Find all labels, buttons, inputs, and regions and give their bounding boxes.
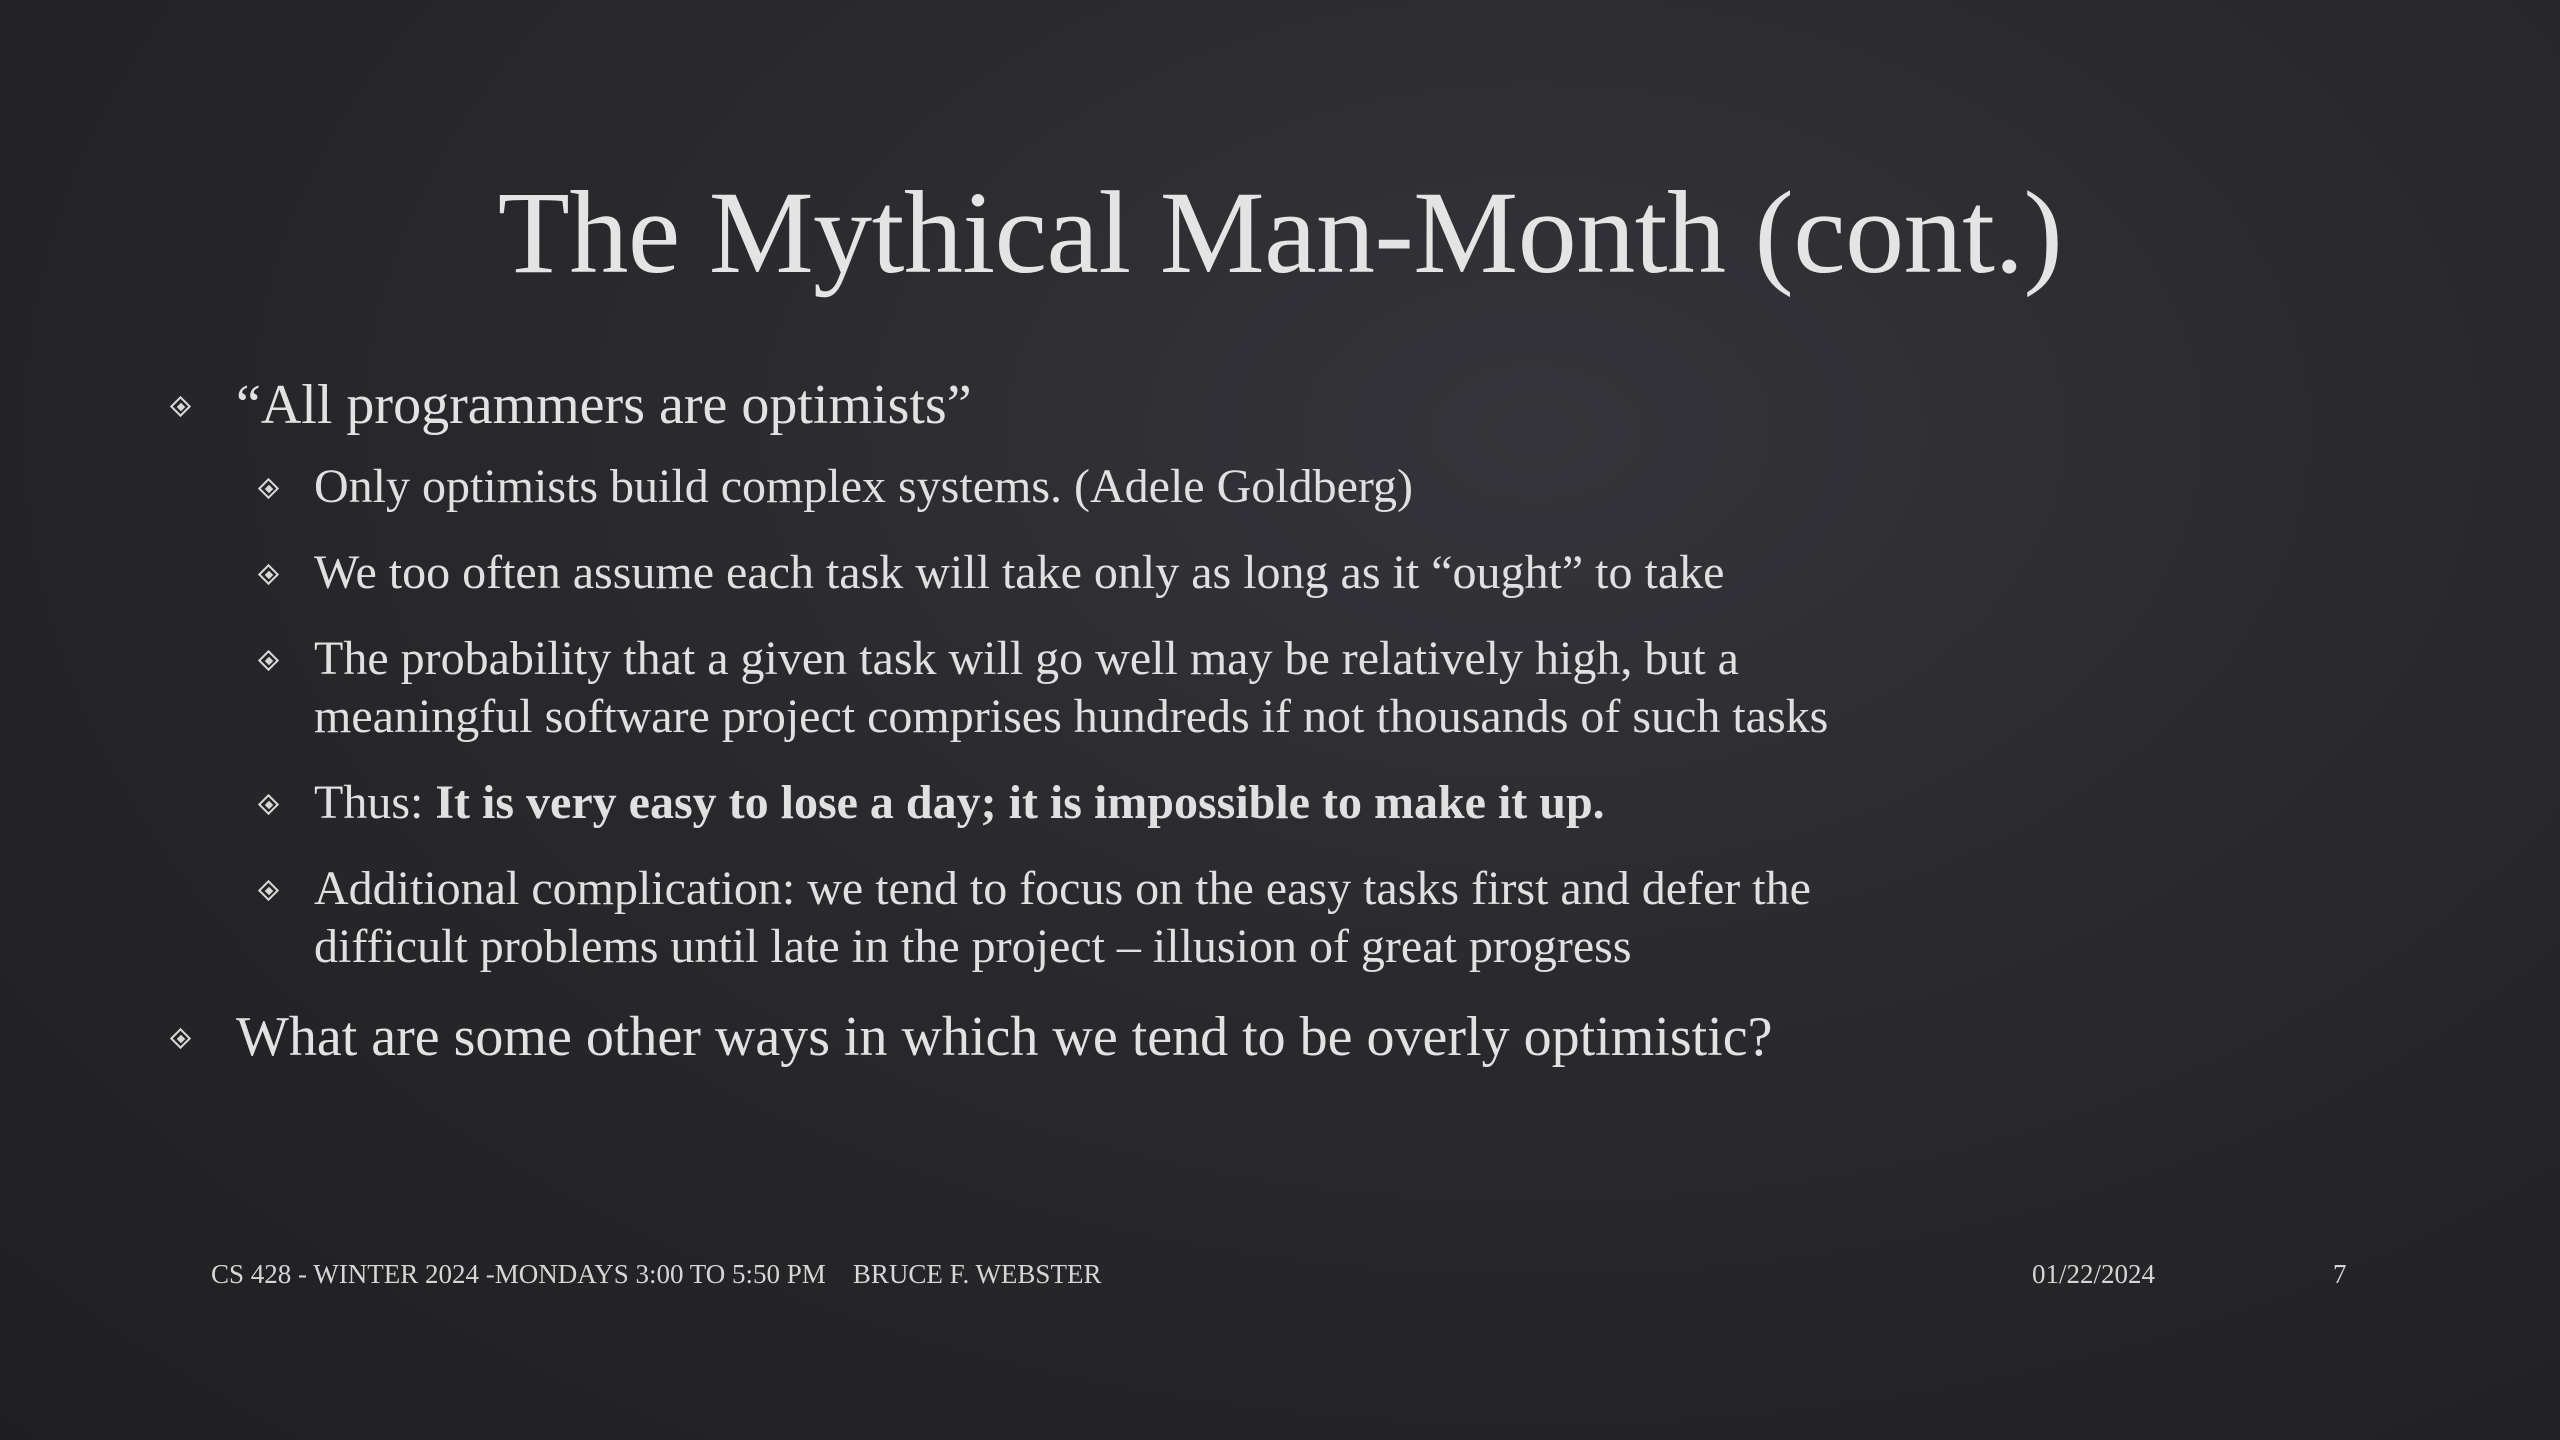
slide-number: 7 (2333, 1259, 2347, 1289)
bullet-text: “All programmers are optimists” (236, 374, 972, 436)
bullet-emphasis: It is very easy to lose a day; it is impossible to make it up. (435, 776, 1605, 829)
bullet-level2 (170, 544, 2070, 602)
bullet-level1 (170, 372, 2070, 438)
bullet-prefix: Thus: (314, 776, 436, 829)
bullet-level2 (170, 458, 2070, 516)
bullet-text-line1: Additional complication: we tend to focus on the easy tasks first and defer the (314, 862, 1811, 915)
bullet-level2 (170, 630, 2070, 746)
bullet-text-line1: The probability that a given task will go well may be relatively high, but a (314, 632, 1739, 685)
bullet-level2 (170, 774, 2070, 832)
slide-title: The Mythical Man-Month (cont.) (497, 167, 2063, 298)
footer-course-info: CS 428 - WINTER 2024 -MONDAYS 3:00 TO 5:50 PM BRUCE F. WEBSTER (211, 1259, 1102, 1289)
bullet-text-line2: meaningful software project comprises hundreds if not thousands of such tasks (314, 690, 1829, 743)
footer-date: 01/22/2024 (2032, 1259, 2156, 1289)
bullet-text: We too often assume each task will take only as long as it “ought” to take (314, 546, 1725, 599)
bullet-text-line2: difficult problems until late in the project – illusion of great progress (314, 920, 1632, 973)
slide-content (170, 372, 2070, 1070)
bullet-level1 (170, 1004, 2070, 1070)
bullet-text: Only optimists build complex systems. (Adele Goldberg) (314, 460, 1414, 513)
bullet-text (314, 774, 2070, 832)
bullet-text: What are some other ways in which we tend to be overly optimistic? (236, 1006, 1773, 1068)
bullet-level2 (170, 860, 2070, 976)
